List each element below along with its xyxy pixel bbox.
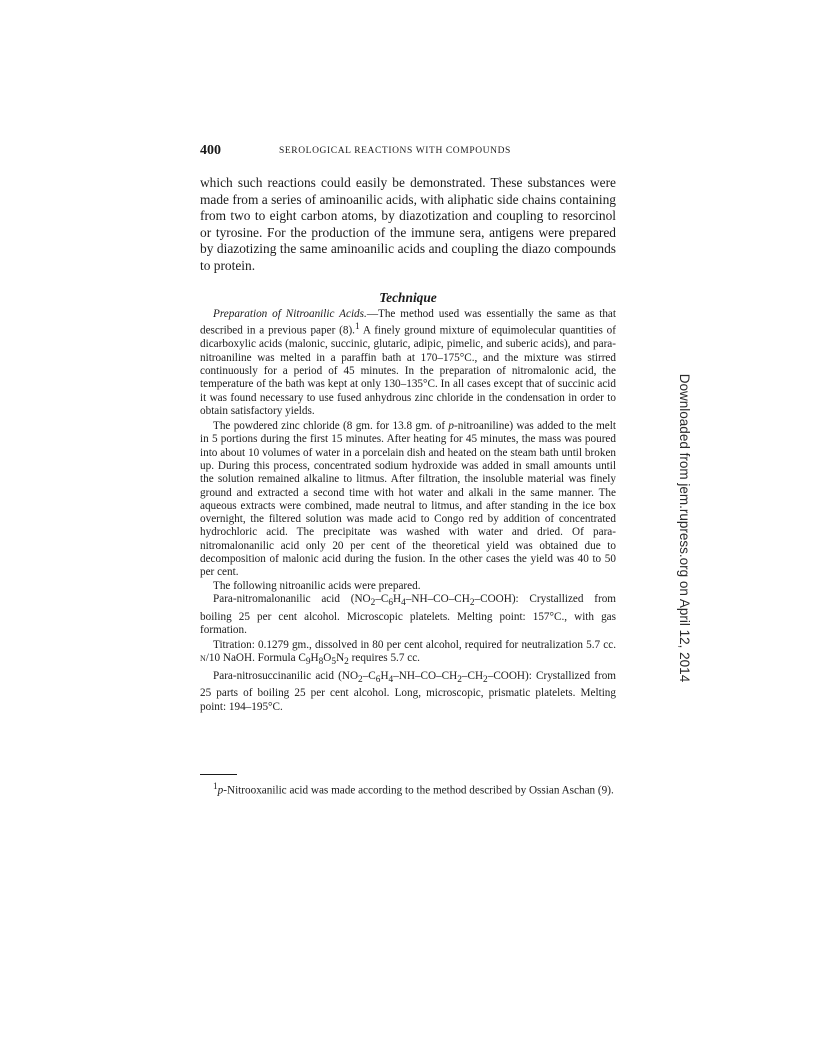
download-watermark: Downloaded from jem.rupress.org on April 12, 2014 <box>677 373 692 683</box>
zinc-chloride-paragraph <box>200 420 616 580</box>
italic-prefix: p <box>217 784 224 797</box>
paragraph-text: -nitroaniline) was added to the melt in 5 portions during the first 15 minutes. After heating for 45 minutes, the mass was poured into about 10 volumes of water in a porcelain dish and heated on the steam bath until broken up. During this process, concentrated sodium hydroxide was added in small amounts until the solution remained alkaline to litmus. After filtration, the insoluble material was finely ground and extracted a second time with hot water and alkali in the same manner. The aqueous extracts were combined, made neutral to litmus, and after standing in the ice box overnight, the filtered solution was made acid to Congo red by addition of concentrated hydrochloric acid. The precipitate was washed with water and dried. Of para-nitromalonanilic acid only 20 per cent of the theoretical yield was obtained due to decomposition of malonic acid during the fusion. In the other cases the yield was 40 to 50 per cent. <box>200 420 616 579</box>
chemical-formula: $NO_2-C_6H_4-NH-CO-CH_2-CH_2$–COOH <box>341 669 526 686</box>
titration-paragraph <box>200 639 616 670</box>
paragraph-text: A finely ground mixture of equimolecular quantities of dicarboxylic acids (malonic, succinic, glutaric, adipic, pimelic, and suberic acids), and para-nitroaniline was melted in a paraffin bath at 170–175°C., and the mixture was stirred continuously for a period of 45 minutes. In the preparation of nitromalonic acid, the temperature of the bath was kept at only 130–135°C. In all cases except that of succinic acid it was found necessary to use fused anhydrous zinc chloride in the condensation in order to obtain satisfactory yields. <box>200 325 616 417</box>
paragraph-text: requires 5.7 cc. <box>348 652 420 665</box>
page-header <box>200 143 620 161</box>
paragraph-text: /10 NaOH. Formula <box>205 652 299 665</box>
following-paragraph: The following nitroanilic acids were prepared. <box>213 579 421 592</box>
chemical-formula: $NO_2-C_6H_4-NH-CO-CH_2$–COOH <box>354 592 512 609</box>
running-head: SEROLOGICAL REACTIONS WITH COMPOUNDS <box>279 146 511 156</box>
paragraph-text: The powdered zinc chloride (8 gm. for 13.8 gm. of <box>213 420 449 433</box>
italic-prefix: p <box>448 420 455 433</box>
paragraph-text: ): Crystallized from boiling 25 per cent alcohol. Microscopic platelets. Melting point: 157°C., with gas formation. <box>200 592 617 636</box>
paragraph-text: —The method used was essentially the same as that described in a previous paper (8). <box>200 308 616 338</box>
runin-heading: Preparation of Nitroanilic Acids. <box>213 308 367 320</box>
preparation-paragraph <box>200 308 616 418</box>
footnote-text: -Nitrooxanilic acid was made according to the method described by Ossian Aschan (9). <box>223 784 614 797</box>
chemical-formula: $C_9H_8O_5N_2$ <box>298 652 349 668</box>
paragraph-text: Titration: 0.1279 gm., dissolved in 80 per cent alcohol, required for neutralization 5.7 cc. <box>213 639 616 652</box>
footnote-marker: 1 <box>213 782 218 792</box>
intro-paragraph: which such reactions could easily be demonstrated. These substances were made from a series of aminoanilic acids, with aliphatic side chains containing from two to eight carbon atoms, by diazotization and coupling to resorcinol or tyrosine. For the production of the immune sera, antigens were prepared by diazotizing the same aminoanilic acids and coupling the diazo compounds to protein. <box>200 175 616 273</box>
footnote-reference[interactable]: 1 <box>354 322 360 333</box>
normality-symbol: n <box>200 652 206 665</box>
compound-name: Para-nitromalonanilic acid ( <box>213 592 355 605</box>
malonanilic-paragraph <box>200 593 616 637</box>
section-heading: Technique <box>379 290 437 305</box>
page-number: 400 <box>200 143 221 158</box>
succinanilic-paragraph <box>200 670 616 714</box>
paragraph-text: ): Crystallized from 25 parts of boiling 25 per cent alcohol. Long, microscopic, prismatic platelets. Melting point: 194–195°C. <box>200 669 616 713</box>
technique-section <box>200 308 616 714</box>
footnote-divider <box>200 774 237 775</box>
footnote <box>200 781 616 798</box>
compound-name: Para-nitrosuccinanilic acid ( <box>213 669 342 682</box>
